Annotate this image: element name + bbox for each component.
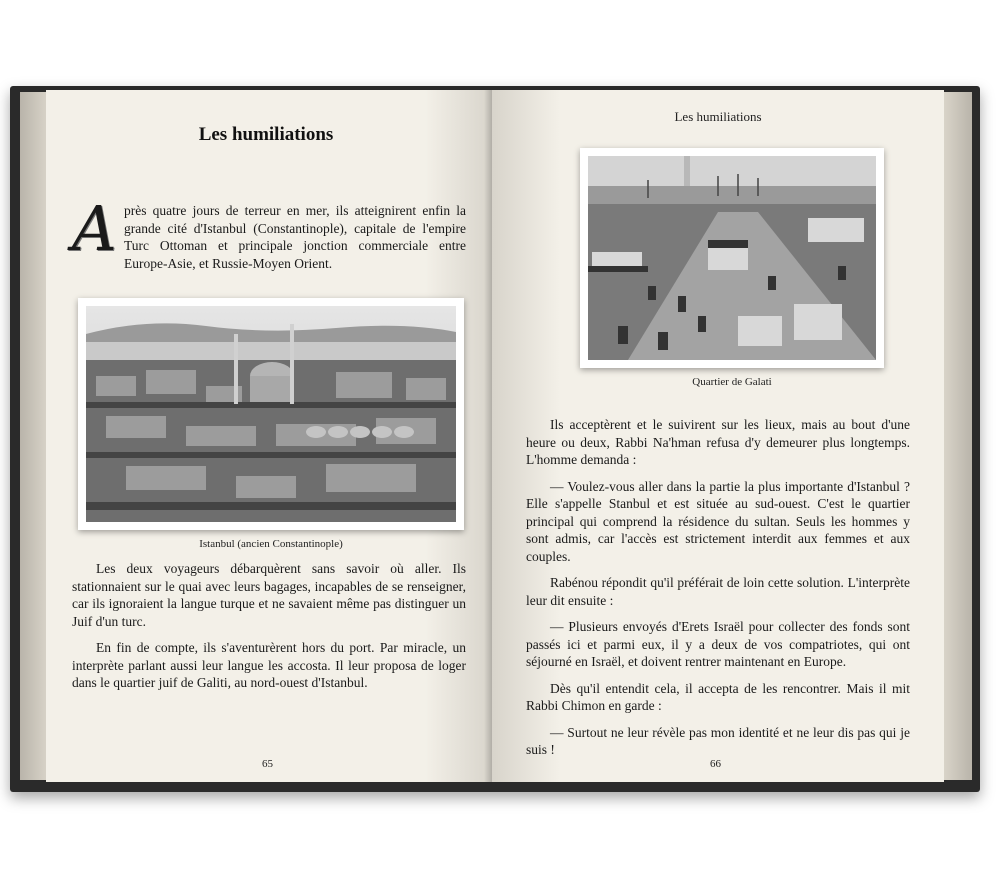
paragraph: Rabénou répondit qu'il préférait de loin cette solution. L'interprète leur dit ensuite : [526, 575, 910, 608]
galati-photo-caption: Quartier de Galati [692, 376, 772, 388]
chapter-title: Les humiliations [198, 124, 334, 145]
page-number-left: 65 [262, 758, 273, 770]
istanbul-photo [78, 298, 464, 530]
right-page [492, 90, 944, 782]
paragraph: — Plusieurs envoyés d'Erets Israël pour collecter des fonds sont passés ici et parmi eux, il y a deux de vos compatriotes, qui ont séjourné en Israël, et doivent rentrer maintenant en Europe. [526, 619, 910, 669]
opening-paragraph-text: près quatre jours de terreur en mer, ils atteignirent enfin la grande cité d'Istanbul (Constantinople), capitale de l'empire Turc Ottoman et principale jonction commerciale entre Europe-Asie, et Russie-Moyen Orient. [124, 203, 466, 271]
paragraph: En fin de compte, ils s'aventurèrent hors du port. Par miracle, un interprète parlant aussi leur langue les accosta. Il leur proposa de loger dans le quartier juif de Galiti, au nord-ouest d'Istanbul. [72, 640, 466, 690]
right-body-text [526, 416, 910, 768]
paragraph: — Voulez-vous aller dans la partie la plus importante d'Istanbul ? Elle s'appelle Stanbul et est située au sud-ouest. C'est le quartier principal qui comprend la résidence du sultan. Seuls les hommes y sont admis, car l'accès est strictement interdit aux femmes et aux couples. [526, 478, 910, 564]
opening-paragraph [72, 192, 466, 272]
galati-photo-image [588, 156, 876, 360]
page-number-right: 66 [710, 758, 721, 770]
galati-photo [580, 148, 884, 368]
paragraph: — Surtout ne leur révèle pas mon identité et ne leur dis pas qui je suis ! [526, 724, 910, 757]
dropcap-letter: A [72, 192, 117, 265]
left-page [46, 90, 492, 782]
paragraph: Ils acceptèrent et le suivirent sur les lieux, mais au bout d'une heure ou deux, Rabbi Na'hman refusa d'y demeurer plus longtemps. L'homme demanda : [526, 417, 910, 467]
paragraph: Dès qu'il entendit cela, il accepta de les rencontrer. Mais il mit Rabbi Chimon en garde : [526, 680, 910, 713]
paragraph: Les deux voyageurs débarquèrent sans savoir où aller. Ils stationnaient sur le quai avec leurs bagages, incapables de se renseigner, car ils ignoraient la langue turque et ne savaient même pas distinguer un Juif d'un turc. [72, 561, 466, 629]
left-body-text [72, 560, 466, 701]
page-edges-left [20, 92, 48, 780]
istanbul-photo-image [86, 306, 456, 522]
page-edges-right [944, 92, 972, 780]
running-head: Les humiliations [674, 109, 762, 124]
istanbul-photo-caption: Istanbul (ancien Constantinople) [199, 538, 343, 550]
